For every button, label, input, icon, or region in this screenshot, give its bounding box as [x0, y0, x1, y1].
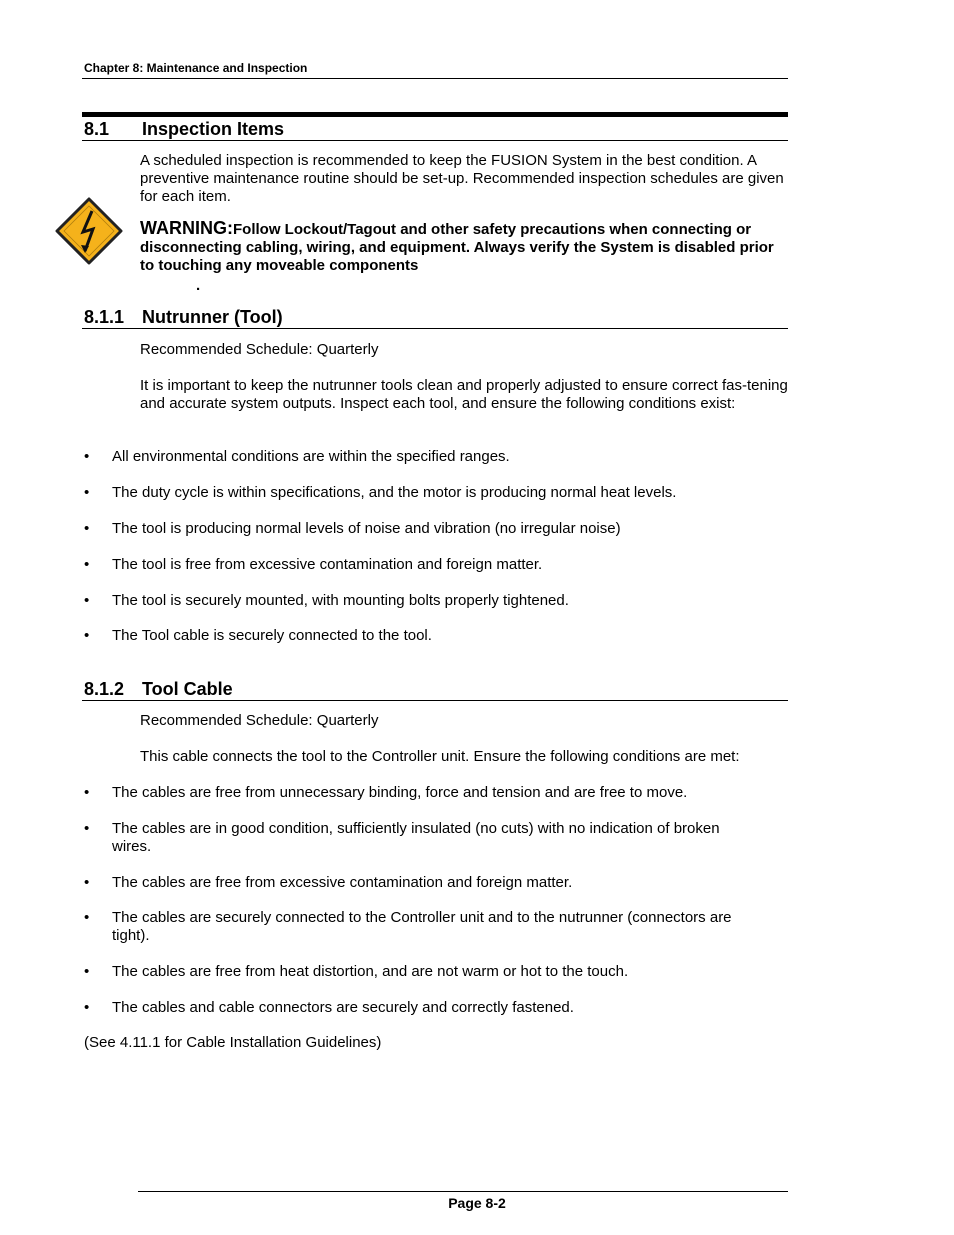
list-item: The cables are free from excessive contamination and foreign matter.: [112, 874, 573, 891]
page-number: Page 8-2: [448, 1195, 506, 1211]
section-heading-8-1-2: [84, 679, 788, 701]
running-header: Chapter 8: Maintenance and Inspection: [84, 61, 308, 75]
bullet-marker: •: [84, 820, 90, 837]
list-item: The cables and cable connectors are securely and correctly fastened.: [112, 999, 574, 1016]
footer-rule: [138, 1191, 788, 1192]
warning-block: [140, 219, 788, 275]
warning-text: Follow Lockout/Tagout and other safety precautions when connecting or disconnecting cabling, wiring, and equipment. Always verify the System is disabled prior to touching any moveable components: [140, 221, 774, 274]
section-title: Inspection Items: [142, 119, 285, 139]
section-number: 8.1.2: [84, 679, 125, 699]
section-intro: A scheduled inspection is recommended to keep the FUSION System in the best condition. A preventive maintenance routine should be set-up. Recommended inspection schedules are given for each item.: [140, 152, 784, 205]
list-item: The cables are in good condition, sufficiently insulated (no cuts) with no indication of broken wires.: [112, 820, 720, 855]
section-heading-8-1: [84, 119, 788, 141]
bullet-marker: •: [84, 909, 90, 926]
section-intro: This cable connects the tool to the Controller unit. Ensure the following conditions are met:: [140, 748, 740, 765]
warning-trailing-period: .: [196, 277, 201, 294]
section-heading-rule: [82, 700, 788, 701]
list-item: The tool is producing normal levels of noise and vibration (no irregular noise): [112, 520, 621, 537]
section-intro: It is important to keep the nutrunner tools clean and properly adjusted to ensure correct fas-tening and accurate system outputs. Inspect each tool, and ensure the following conditions exist:: [140, 377, 788, 412]
section-heading-rule: [82, 328, 788, 329]
bullet-marker: •: [84, 874, 90, 891]
section-number: 8.1: [84, 119, 110, 139]
list-item: The cables are free from heat distortion, and are not warm or hot to the touch.: [112, 963, 629, 980]
cross-reference-note: (See 4.11.1 for Cable Installation Guidelines): [84, 1034, 382, 1051]
bullet-marker: •: [84, 999, 90, 1016]
recommended-schedule: Recommended Schedule: Quarterly: [140, 341, 379, 358]
section-heading-8-1-1: [84, 307, 788, 329]
high-voltage-warning-icon: [54, 196, 124, 266]
bullet-marker: •: [84, 592, 90, 609]
list-item: The tool is securely mounted, with mounting bolts properly tightened.: [112, 592, 569, 609]
list-item: The Tool cable is securely connected to the tool.: [112, 627, 432, 644]
list-item: The tool is free from excessive contamination and foreign matter.: [112, 556, 543, 573]
bullet-marker: •: [84, 484, 90, 501]
warning-label: WARNING:: [140, 218, 233, 238]
bullet-marker: •: [84, 784, 90, 801]
section-title: Nutrunner (Tool): [142, 307, 283, 327]
bullet-marker: •: [84, 448, 90, 465]
list-item: All environmental conditions are within the specified ranges.: [112, 448, 510, 465]
list-item: The cables are free from unnecessary binding, force and tension and are free to move.: [112, 784, 688, 801]
list-item: The duty cycle is within specifications, and the motor is producing normal heat levels.: [112, 484, 677, 501]
list-item: The cables are securely connected to the Controller unit and to the nutrunner (connectors are tight).: [112, 909, 732, 944]
section-heading-rule: [82, 140, 788, 141]
bullet-marker: •: [84, 963, 90, 980]
recommended-schedule: Recommended Schedule: Quarterly: [140, 712, 379, 729]
section-title: Tool Cable: [142, 679, 233, 699]
section-top-rule: [82, 112, 788, 117]
header-rule: [82, 78, 788, 79]
bullet-marker: •: [84, 556, 90, 573]
section-number: 8.1.1: [84, 307, 125, 327]
bullet-marker: •: [84, 520, 90, 537]
bullet-marker: •: [84, 627, 90, 644]
